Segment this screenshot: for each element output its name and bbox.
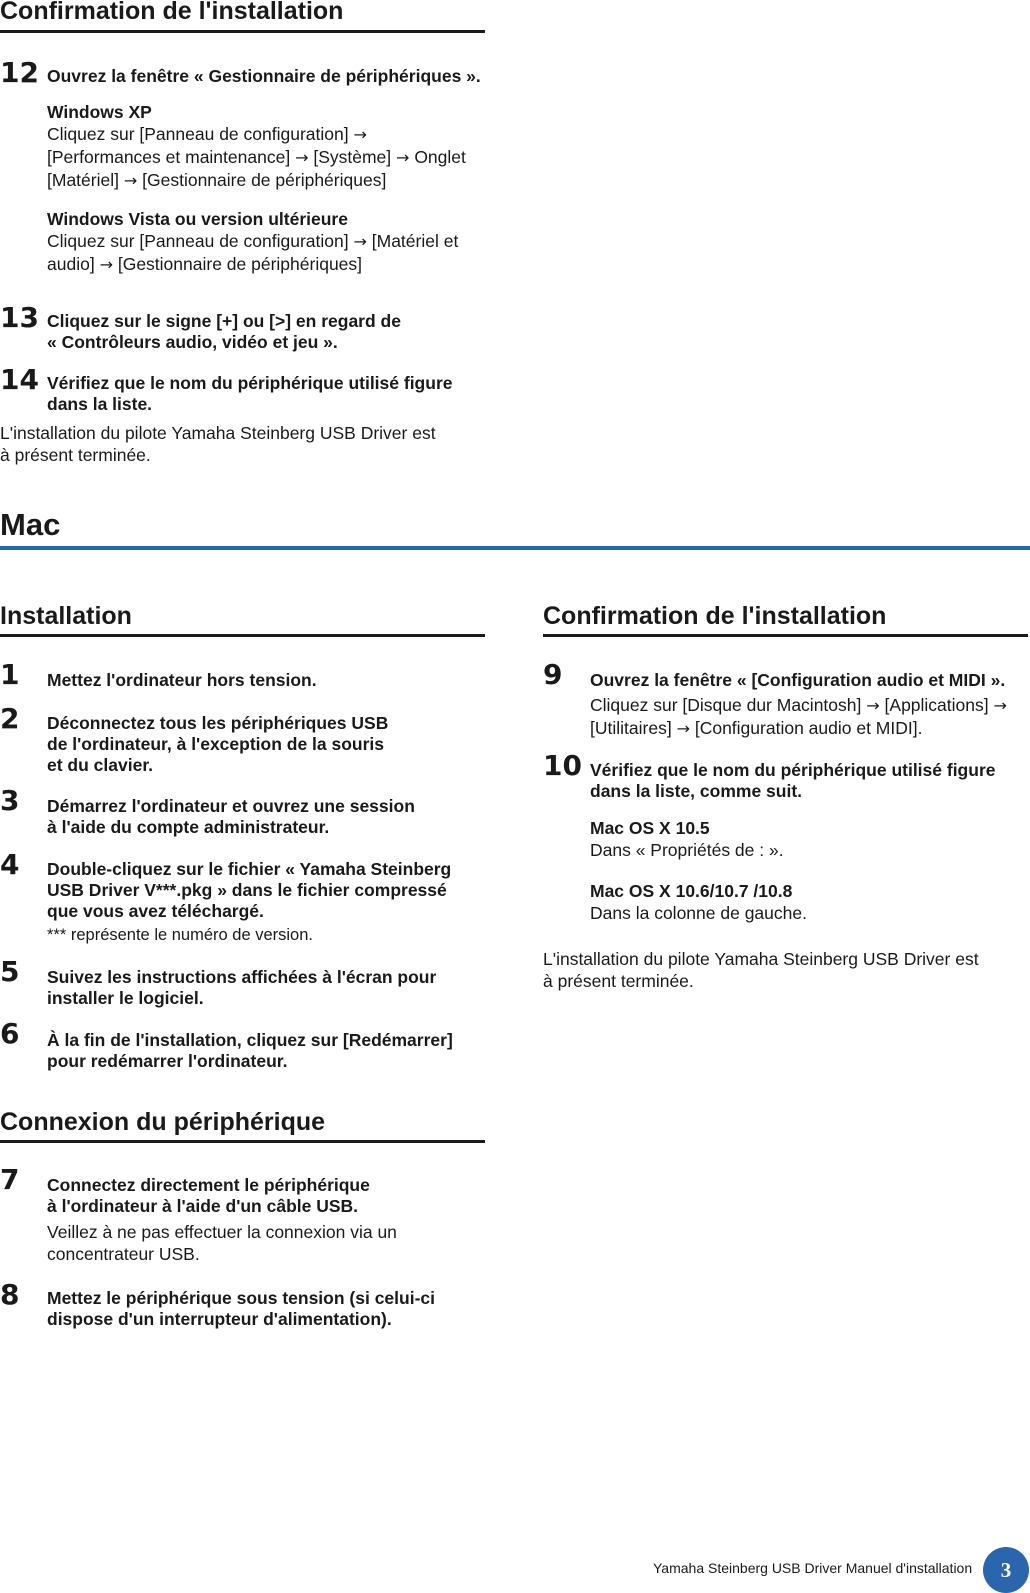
mac-installation-title: Installation xyxy=(0,602,132,630)
step-number: 14 xyxy=(0,363,39,396)
section-rule xyxy=(0,634,485,637)
step-number: 8 xyxy=(0,1278,20,1311)
step-number: 7 xyxy=(0,1163,20,1196)
step-13-text: Cliquez sur le signe [+] ou [>] en regard de « Contrôleurs audio, vidéo et jeu ». xyxy=(47,311,401,352)
arrow-right-icon: → xyxy=(123,171,138,190)
section-rule xyxy=(0,30,485,33)
step-14-text: Vérifiez que le nom du périphérique utilisé figure dans la liste. xyxy=(47,373,453,414)
step-number: 3 xyxy=(0,784,20,817)
step-number: 6 xyxy=(0,1017,20,1050)
step-4-note: *** représente le numéro de version. xyxy=(47,926,313,944)
step-5-text: Suivez les instructions affichées à l'écran pour installer le logiciel. xyxy=(47,967,437,1008)
mac-os-10-6-text: Dans la colonne de gauche. xyxy=(590,903,807,923)
step-6-text: À la fin de l'installation, cliquez sur [Redémarrer] pour redémarrer l'ordinateur. xyxy=(47,1030,453,1071)
mac-os-10-5-title: Mac OS X 10.5 xyxy=(590,818,710,838)
arrow-right-icon: → xyxy=(993,696,1007,715)
step-number: 10 xyxy=(543,749,582,782)
step-7-text: Connectez directement le périphérique à l'ordinateur à l'aide d'un câble USB. xyxy=(47,1175,370,1216)
mac-os-10-6-title: Mac OS X 10.6/10.7 /10.8 xyxy=(590,881,793,901)
step-4-text: Double-cliquez sur le fichier « Yamaha Steinberg USB Driver V***.pkg » dans le fichier compressé que vous avez téléchargé. xyxy=(47,859,452,921)
windows-confirm-title: Confirmation de l'installation xyxy=(0,0,344,25)
mac-section-rule xyxy=(0,546,1030,550)
step-10-text: Vérifiez que le nom du périphérique utilisé figure dans la liste, comme suit. xyxy=(590,760,996,801)
step-number: 2 xyxy=(0,702,20,735)
step-number: 13 xyxy=(0,301,39,334)
step-number: 5 xyxy=(0,955,20,988)
arrow-right-icon: → xyxy=(99,255,113,274)
step-1-text: Mettez l'ordinateur hors tension. xyxy=(47,670,317,690)
section-rule xyxy=(0,1140,485,1143)
footer-manual-title: Yamaha Steinberg USB Driver Manuel d'installation xyxy=(653,1560,973,1576)
step-2-text: Déconnectez tous les périphériques USB de l'ordinateur, à l'exception de la souris et du clavier. xyxy=(47,713,389,775)
arrow-right-icon: → xyxy=(866,696,880,715)
step-number: 1 xyxy=(0,658,20,691)
arrow-right-icon: → xyxy=(676,719,690,738)
step-7-note: Veillez à ne pas effectuer la connexion via un concentrateur USB. xyxy=(47,1222,397,1264)
step-number: 12 xyxy=(0,56,39,89)
arrow-right-icon: → xyxy=(396,148,410,167)
step-9-text: Ouvrez la fenêtre « [Configuration audio et MIDI ». xyxy=(590,670,1006,690)
step-8-text: Mettez le périphérique sous tension (si celui-ci dispose d'un interrupteur d'alimentation). xyxy=(47,1288,435,1329)
mac-install-complete: L'installation du pilote Yamaha Steinberg USB Driver est à présent terminée. xyxy=(543,949,979,991)
arrow-right-icon: → xyxy=(353,232,367,251)
mac-connexion-title: Connexion du périphérique xyxy=(0,1108,326,1136)
arrow-right-icon: → xyxy=(353,125,367,144)
windows-install-complete: L'installation du pilote Yamaha Steinberg USB Driver est à présent terminée. xyxy=(0,423,436,465)
step-3-text: Démarrez l'ordinateur et ouvrez une session à l'aide du compte administrateur. xyxy=(47,796,415,837)
step-12-text: Ouvrez la fenêtre « Gestionnaire de périphériques ». xyxy=(47,66,481,86)
windows-xp-path: Cliquez sur [Panneau de configuration] → [Performances et maintenance] → [Système] → Onglet [Matériel] → [Gestionnaire de périphériques] xyxy=(47,124,466,190)
step-number: 4 xyxy=(0,848,20,881)
windows-vista-title: Windows Vista ou version ultérieure xyxy=(47,209,348,229)
windows-vista-path: Cliquez sur [Panneau de configuration] → [Matériel et audio] → [Gestionnaire de périphériques] xyxy=(47,231,459,274)
arrow-right-icon: → xyxy=(295,148,309,167)
windows-xp-title: Windows XP xyxy=(47,102,152,122)
mac-confirm-title: Confirmation de l'installation xyxy=(543,602,887,630)
page-number-badge: 3 xyxy=(983,1547,1029,1593)
mac-os-10-5-text: Dans « Propriétés de : ». xyxy=(590,840,784,860)
section-rule xyxy=(543,634,1028,637)
mac-section-title: Mac xyxy=(0,507,61,542)
step-9-path: Cliquez sur [Disque dur Macintosh] → [Applications] → [Utilitaires] → [Configuration audio et MIDI]. xyxy=(590,695,1007,738)
step-number: 9 xyxy=(543,658,563,691)
